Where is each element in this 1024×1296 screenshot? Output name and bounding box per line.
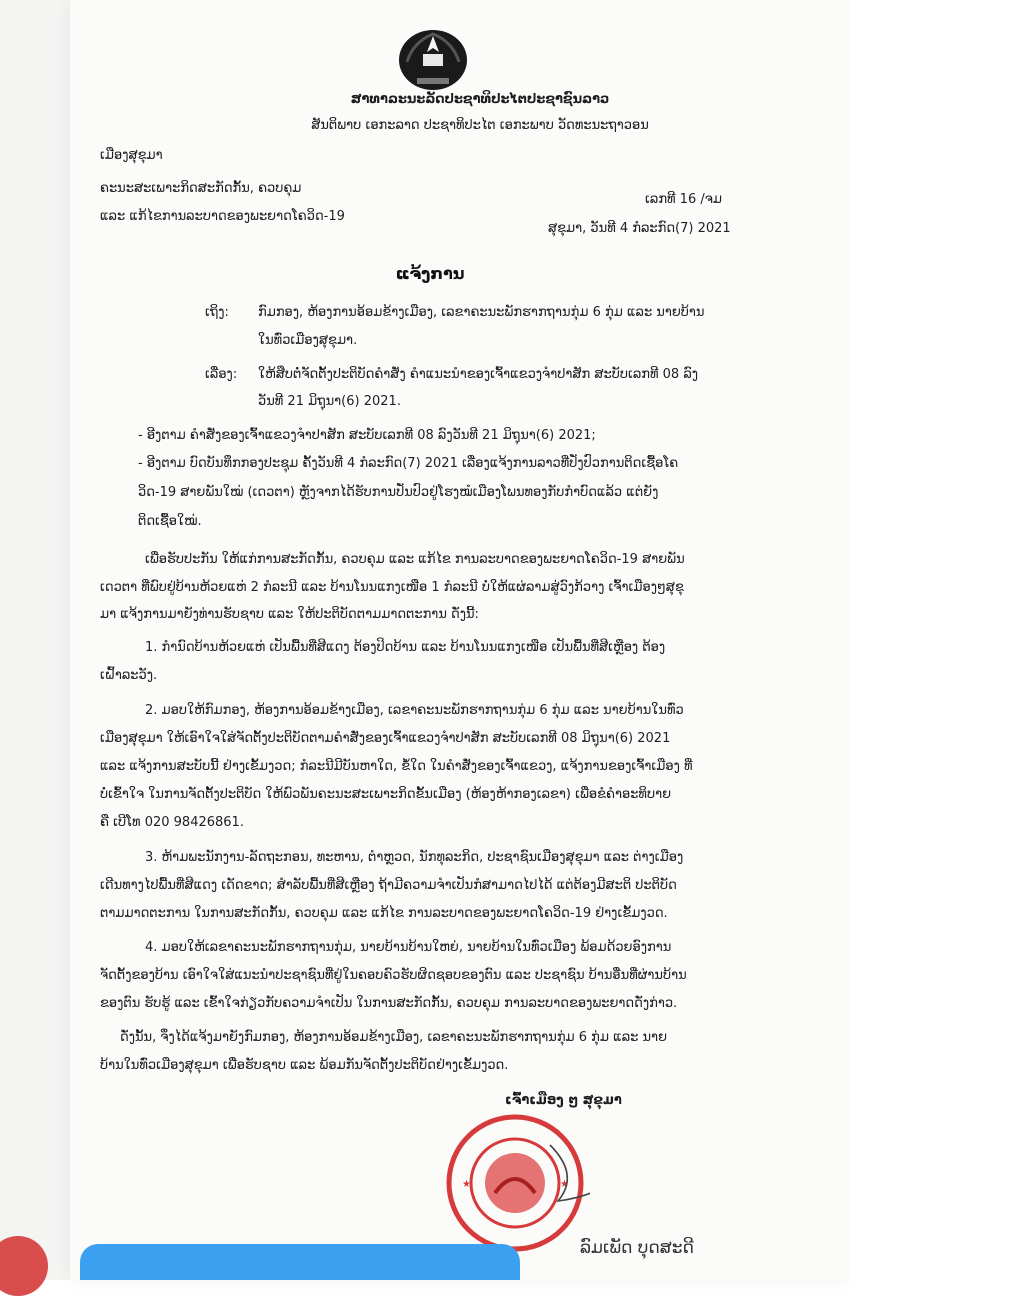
right-margin	[850, 0, 1024, 1280]
intro-line-3: ມາ ແຈ້ງການມາຍັງທ່ານຮັບຊາບ ແລະ ໃຫ້ປະຕິບັດຕາມມາດຕະການ ດັ່ງນີ້:	[100, 607, 479, 622]
subject-line-1: ໃຫ້ສືບຕໍ່ຈັດຕັ້ງປະຕິບັດຄຳສັ່ງ ຄຳແນະນຳຂອງເຈົ້າແຂວງຈຳປາສັກ ສະບັບເລກທີ 08 ລົງ	[258, 367, 699, 382]
document-date: ສຸຂຸມາ, ວັນທີ 4 ກໍລະກົດ(7) 2021	[548, 221, 731, 236]
closing-line-2: ບ້ານໃນທົ່ວເມືອງສຸຂຸມາ ເພື່ອຮັບຊາບ ແລະ ພ້ອມກັນຈັດຕັ້ງປະຕິບັດຢ່າງເຂັ້ມງວດ.	[100, 1058, 509, 1073]
reference-2-line-1: - ອີງຕາມ ບົດບັນທຶກກອງປະຊຸມ ຄັ້ງວັນທີ 4 ກໍລະກົດ(7) 2021 ເລື່ອງແຈ້ງການລາວທີ່ປັ່ງປົວການຕິດເຊື້ອໂຄ	[138, 456, 679, 471]
item-1-line-1: 1. ກໍານົດບ້ານຫ້ວຍແຫ່ ເປັນພື້ນທີ່ສີແດງ ຕ້ອງປິດບ້ານ ແລະ ບ້ານໂນນແກງເໜືອ ເປັນພື້ນທີ່ສີເຫຼືອງ ຕ້ອງ	[145, 640, 666, 655]
reference-2-line-3: ຕິດເຊື້ອໃໝ່.	[138, 514, 202, 529]
item-1-line-2: ເຝົ້າລະວັງ.	[100, 668, 158, 683]
item-4-line-2: ຈັດຕັ້ງຂອງບ້ານ ເອົາໃຈໃສ່ແນະນໍາປະຊາຊົນທີ່ຢູ່ໃນຄອບຄົວຮັບຜິດຊອບຂອງຕົນ ແລະ ປະຊາຊົນ ບ້ານອື່ນທີ່ຜ່ານບ້ານ	[100, 968, 687, 983]
org-line-2: ຄະນະສະເພາະກິດສະກັດກັ້ນ, ຄວບຄຸມ	[100, 181, 302, 196]
bottom-action-bar[interactable]	[80, 1244, 520, 1280]
item-2-line-5: ຄື ເບີໂທ 020 98426861.	[100, 815, 244, 830]
item-4-line-3: ຂອງຕົນ ຮັບຮູ້ ແລະ ເຂົ້າໃຈກ່ຽວກັບຄວາມຈຳເປັນ ໃນການສະກັດກັ້ນ, ຄວບຄຸມ ການລະບາດຂອງພະຍາດດັ່ງກ່າວ.	[100, 996, 678, 1011]
org-line-1: ເມືອງສຸຂຸມາ	[100, 148, 163, 163]
signer-title: ເຈົ້າເມືອງ ໆ ສຸຂຸມາ	[505, 1093, 622, 1108]
item-2-line-4: ບໍ່ເຂົ້າໃຈ ໃນການຈັດຕັ້ງປະຕິບັດ ໃຫ້ພົວພັນຄະນະສະເພາະກິດຂັ້ນເມືອງ (ຫ້ອງຫ້າກອງເລຂາ) ເພື່ອຂໍຄຳອະທິບາຍ	[100, 787, 672, 802]
org-line-3: ແລະ ແກ້ໄຂການລະບາດຂອງພະຍາດໂຄວິດ-19	[100, 209, 345, 224]
signer-name: ລົມເພັດ ບຸດສະດີ	[580, 1238, 694, 1258]
item-4-line-1: 4. ມອບໃຫ້ເລຂາຄະນະພັກຮາກຖານກຸ່ມ, ນາຍບ້ານບ້ານໃຫຍ່, ນາຍບ້ານໃນທົ່ວເມືອງ ພ້ອມດ້ວຍອົງການ	[145, 940, 672, 955]
subject-line-2: ວັນທີ 21 ມິຖຸນາ(6) 2021.	[258, 394, 401, 409]
closing-line-1: ດັ່ງນັ້ນ, ຈຶ່ງໄດ້ແຈ້ງມາຍັງກົມກອງ, ຫ້ອງການອ້ອມຂ້າງເມືອງ, ເລຂາຄະນະພັກຮາກຖານກຸ່ມ 6 ກຸ່ມ ແລະ ນາຍ	[120, 1030, 668, 1045]
svg-text:★: ★	[560, 1179, 569, 1190]
item-2-line-3: ແລະ ແຈ້ງການສະບັບນີ້ ຢ່າງເຂັ້ມງວດ; ກໍລະນີມີບັນຫາໃດ, ຂໍ້ໃດ ໃນຄຳສັ່ງຂອງເຈົ້າແຂວງ, ແຈ້ງການຂອງເຈົ້າເມືອງ ທີ່	[100, 759, 693, 774]
official-seal-icon	[440, 1105, 590, 1260]
reference-number: ເລກທີ 16 /ຈມ	[645, 192, 723, 207]
subject-label: ເລື່ອງ:	[205, 367, 238, 382]
reference-2-line-2: ວິດ-19 ສາຍພັນໃໝ່ (ເດວຕາ) ຫຼັງຈາກໄດ້ຮັບການປັ່ນປົວຢູ່ໂຮງໝໍເມືອງໂພນທອງກັບກໍາບົດແລ້ວ ແຕ່ຍັງ	[138, 485, 659, 500]
item-2-line-2: ເມືອງສຸຂຸມາ ໃຫ້ເອົາໃຈໃສ່ຈັດຕັ້ງປະຕິບັດຕາມຄຳສັ່ງຂອງເຈົ້າແຂວງຈຳປາສັກ ສະບັບເລກທີ 08 ມິຖຸນາ(6) 2021	[100, 731, 671, 746]
document-title: ແຈ້ງການ	[395, 264, 465, 283]
item-3-line-2: ເດີນທາງໄປພື້ນທີ່ສີແດງ ເດັດຂາດ; ສໍາລັບພື້ນທີ່ສີເຫຼືອງ ຖ້າມີຄວາມຈຳເປັນກໍສາມາດໄປໄດ້ ແຕ່ຕ້ອງມີສະຕິ ປະຕິບັດ	[100, 878, 677, 893]
svg-text:★: ★	[462, 1179, 471, 1190]
national-header: ສາທາລະນະລັດປະຊາທິປະໄຕປະຊາຊົນລາວ	[350, 92, 610, 107]
intro-line-1: ເພື່ອຮັບປະກັນ ໃຫ້ແກ່ການສະກັດກັ້ນ, ຄວບຄຸມ ແລະ ແກ້ໄຂ ການລະບາດຂອງພະຍາດໂຄວິດ-19 ສາຍພັນ	[145, 552, 685, 567]
to-line-1: ກົມກອງ, ຫ້ອງການອ້ອມຂ້າງເມືອງ, ເລຂາຄະນະພັກຮາກຖານກຸ່ມ 6 ກຸ່ມ ແລະ ນາຍບ້ານ	[258, 305, 705, 320]
to-line-2: ໃນທົ່ວເມືອງສຸຂຸມາ.	[258, 333, 358, 348]
item-3-line-3: ຕາມມາດຕະການ ໃນການສະກັດກັ້ນ, ຄວບຄຸມ ແລະ ແກ້ໄຂ ການລະບາດຂອງພະຍາດໂຄວິດ-19 ຢ່າງເຂັ້ມງວດ.	[100, 906, 668, 921]
intro-line-2: ເດວຕາ ທີ່ພົບຢູ່ບ້ານຫ້ວຍແຫ່ 2 ກໍລະນີ ແລະ ບ້ານໂນນແກງເໜືອ 1 ກໍລະນີ ບໍ່ໃຫ້ແຜ່ລາມສູ່ວົງກ້ວາງ ເຈົ້າເມືອງໆສຸຂຸ	[100, 580, 684, 595]
national-motto: ສັນຕິພາບ ເອກະລາດ ປະຊາທິປະໄຕ ເອກະພາບ ວັດທະນະຖາວອນ	[311, 118, 649, 133]
to-label: ເຖິງ:	[205, 305, 229, 320]
national-emblem-icon	[393, 22, 473, 94]
item-2-line-1: 2. ມອບໃຫ້ກົມກອງ, ຫ້ອງການອ້ອມຂ້າງເມືອງ, ເລຂາຄະນະພັກຮາກຖານກຸ່ມ 6 ກຸ່ມ ແລະ ນາຍບ້ານໃນທົ່ວ	[145, 703, 684, 718]
reference-1: - ອີງຕາມ ຄຳສັ່ງຂອງເຈົ້າແຂວງຈຳປາສັກ ສະບັບເລກທີ 08 ລົງວັນທີ 21 ມິຖຸນາ(6) 2021;	[138, 428, 596, 443]
item-3-line-1: 3. ຫ້າມພະນັກງານ-ລັດຖະກອນ, ທະຫານ, ຕໍາຫຼວດ, ນັກທຸລະກິດ, ປະຊາຊົນເມືອງສຸຂຸມາ ແລະ ຕ່າງເມືອງ	[145, 850, 684, 865]
